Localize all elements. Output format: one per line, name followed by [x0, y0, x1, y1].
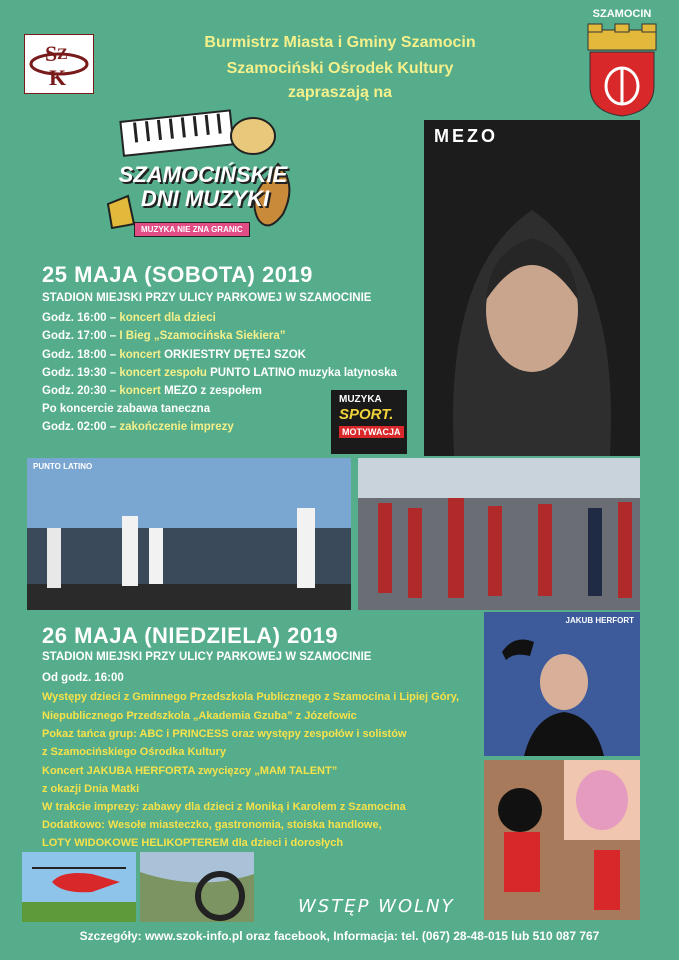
day1-program-item: Godz. 18:00 – koncert ORKIESTRY DĘTEJ SZOK	[42, 349, 306, 361]
mezo-name: MEZO	[434, 126, 498, 146]
day1-heading: 25 MAJA (SOBOTA) 2019	[42, 262, 313, 287]
badge-line-3: MOTYWACJA	[339, 426, 404, 438]
punto-latino-photo	[27, 458, 351, 610]
day2-venue: STADION MIEJSKI PRZY ULICY PARKOWEJ W SZAMOCINIE	[42, 651, 372, 663]
day1-venue: STADION MIEJSKI PRZY ULICY PARKOWEJ W SZAMOCINIE	[42, 292, 372, 304]
day2-line: LOTY WIDOKOWE HELIKOPTEREM dla dzieci i dorosłych	[42, 837, 344, 849]
day2-line: Pokaz tańca grup: ABC i PRINCESS oraz występy zespołów i solistów	[42, 728, 407, 740]
day2-heading: 26 MAJA (NIEDZIELA) 2019	[42, 623, 339, 648]
day2-line: Koncert JAKUBA HERFORTA zwycięzcy „MAM TALENT”	[42, 765, 338, 777]
day2-line: Niepublicznego Przedszkola „Akademia Gzuba” z Józefowic	[42, 710, 357, 722]
szamocin-crest	[582, 8, 662, 118]
day2-line: z Szamocińskiego Ośrodka Kultury	[42, 746, 226, 758]
free-entry-text: WSTĘP WOLNY	[298, 896, 455, 917]
orchestra-photo	[358, 458, 640, 610]
festival-title-2: DNI MUZYKI	[140, 186, 270, 211]
badge-line-1: MUZYKA	[339, 394, 382, 405]
punto-latino-label: PUNTO LATINO	[33, 462, 93, 471]
footer-contact: Szczegóły: www.szok-info.pl oraz facebook, Informacja: tel. (067) 28-48-015 lub 510 087 767	[79, 929, 600, 943]
crest-label: SZAMOCIN	[592, 8, 652, 20]
day1-program-item: Godz. 16:00 – koncert dla dzieci	[42, 312, 216, 324]
day2-start: Od godz. 16:00	[42, 672, 124, 684]
kids-activities-photo	[484, 760, 640, 920]
day1-program-item: Po koncercie zabawa taneczna	[42, 403, 211, 415]
badge-line-2: SPORT.	[339, 406, 394, 423]
festival-logo	[98, 104, 308, 254]
day2-line: z okazji Dnia Matki	[42, 783, 140, 795]
helicopter-photo	[22, 852, 136, 922]
svg-text:S: S	[45, 41, 58, 66]
festival-title-1: SZAMOCIŃSKIE	[118, 162, 288, 187]
szok-logo	[24, 34, 94, 94]
organizer-line-2: Szamociński Ośrodek Kultury	[226, 60, 454, 77]
day1-program-item: Godz. 02:00 – zakończenie imprezy	[42, 421, 234, 433]
day1-program-item: Godz. 17:00 – I Bieg „Szamocińska Siekiera”	[42, 330, 286, 342]
jakub-herfort-photo	[484, 612, 640, 756]
mezo-photo	[424, 120, 640, 456]
day1-program-item: Godz. 19:30 – koncert zespołu PUNTO LATINO muzyka latynoska	[42, 367, 397, 379]
muzyka-sport-badge	[331, 390, 407, 454]
organizer-line-1: Burmistrz Miasta i Gminy Szamocin	[204, 34, 476, 51]
invite-line: zapraszają na	[287, 84, 393, 101]
aerial-view-photo	[140, 852, 254, 922]
day1-program-item: Godz. 20:30 – koncert MEZO z zespołem	[42, 385, 262, 397]
svg-text:K: K	[49, 65, 67, 90]
day2-line: W trakcie imprezy: zabawy dla dzieci z Moniką i Karolem z Szamocina	[42, 801, 406, 813]
festival-tagline: MUZYKA NIE ZNA GRANIC	[134, 222, 250, 237]
day2-line: Występy dzieci z Gminnego Przedszkola Publicznego z Szamocina i Lipiej Góry,	[42, 691, 460, 703]
jakub-herfort-label: JAKUB HERFORT	[565, 616, 634, 625]
svg-text:Z: Z	[57, 46, 68, 63]
day2-line: Dodatkowo: Wesołe miasteczko, gastronomia, stoiska handlowe,	[42, 819, 382, 831]
